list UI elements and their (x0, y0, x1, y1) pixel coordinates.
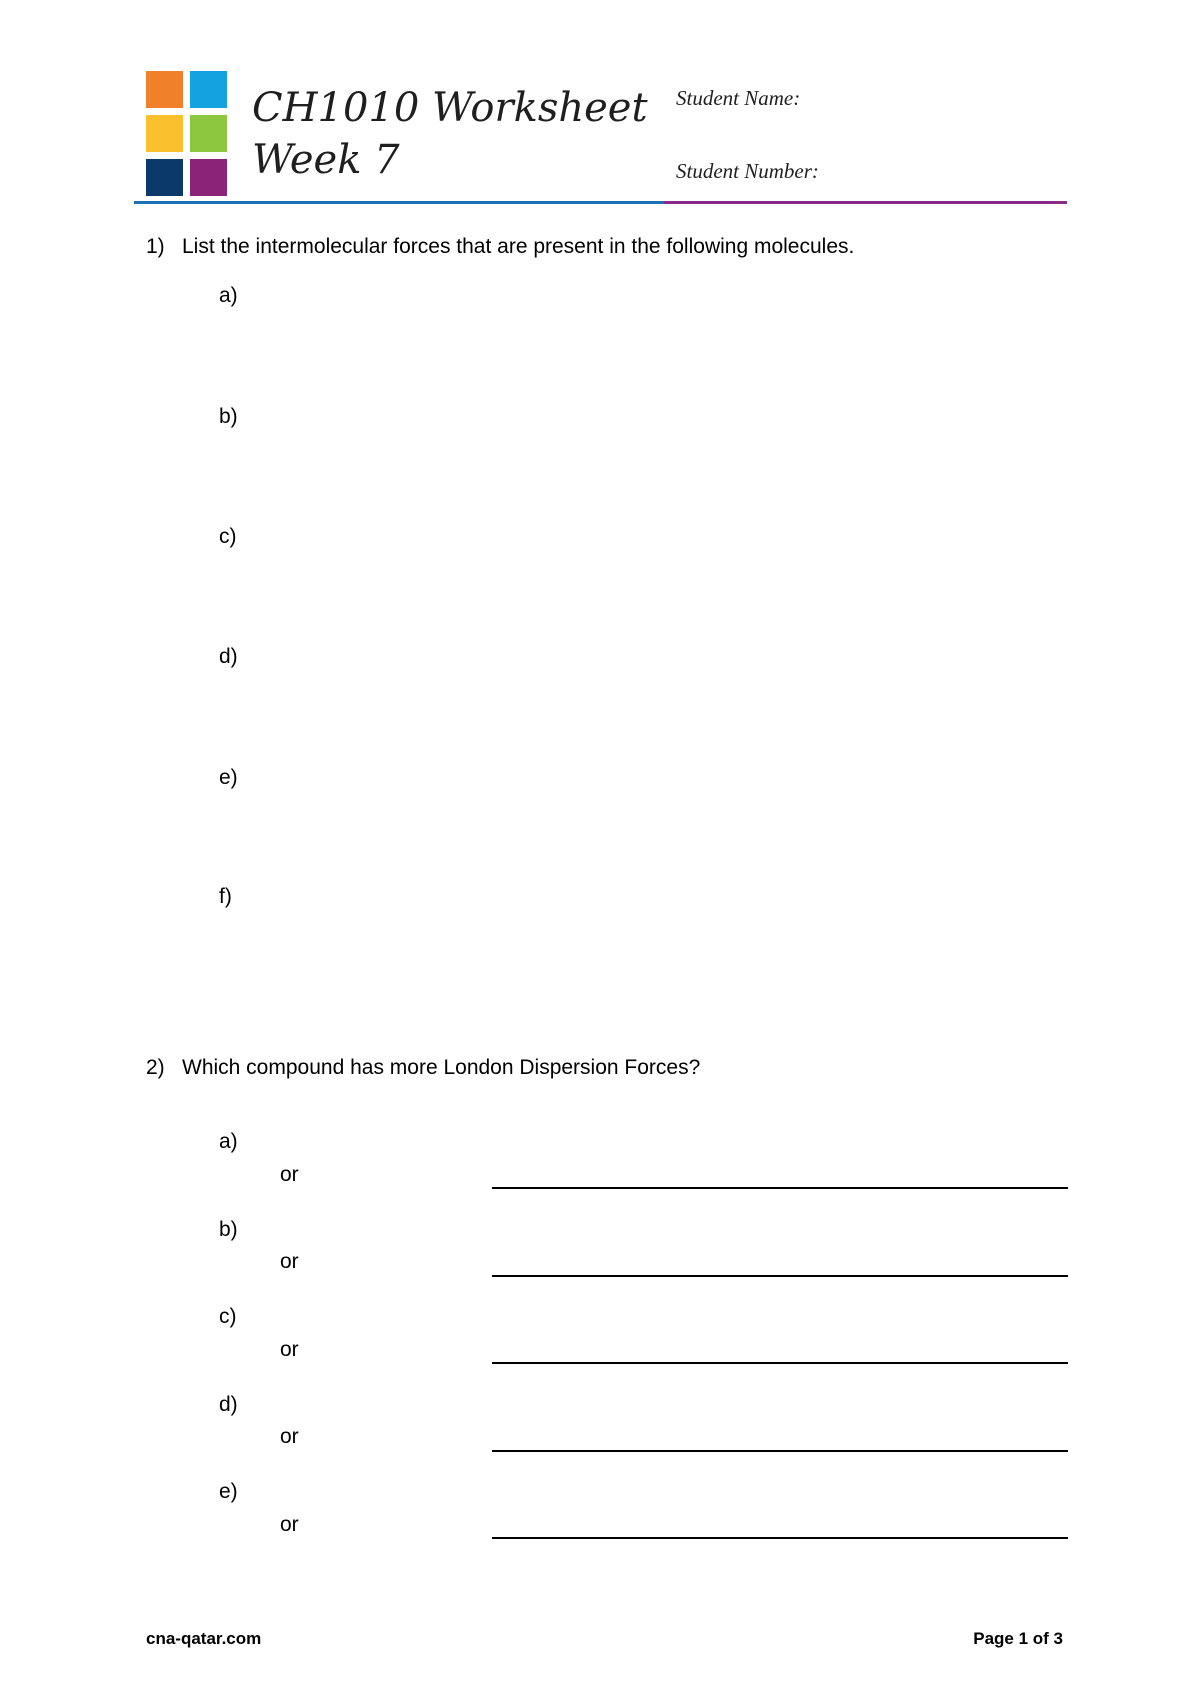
question-2 (146, 1056, 700, 1080)
q2-item-c-or: or (280, 1338, 299, 1361)
worksheet-title (252, 82, 648, 186)
q2-answer-line-c[interactable] (492, 1362, 1068, 1364)
q2-item-d: d) (219, 1393, 238, 1416)
q1-item-a: a) (219, 284, 238, 307)
student-name-label: Student Name: (676, 86, 801, 110)
q2-answer-line-b[interactable] (492, 1275, 1068, 1277)
question-2-number: 2) (146, 1056, 165, 1079)
question-1-text: List the intermolecular forces that are present in the following molecules. (182, 235, 855, 258)
title-line-2: Week 7 (252, 137, 400, 183)
title-line-1: CH1010 Worksheet (252, 85, 648, 131)
footer-page-number: Page 1 of 3 (973, 1629, 1063, 1648)
question-1 (146, 235, 854, 259)
q2-item-b-or: or (280, 1250, 299, 1273)
q2-answer-line-a[interactable] (492, 1187, 1068, 1189)
logo-square-green (190, 115, 227, 152)
q1-item-b: b) (219, 405, 238, 428)
college-logo (146, 71, 229, 198)
q1-item-c: c) (219, 525, 237, 548)
q2-item-d-or: or (280, 1425, 299, 1448)
q2-item-e: e) (219, 1480, 238, 1503)
footer-website: cna-qatar.com (146, 1629, 262, 1648)
logo-square-navy (146, 159, 183, 196)
question-2-text: Which compound has more London Dispersion Forces? (182, 1056, 701, 1079)
q2-item-a-or: or (280, 1163, 299, 1186)
logo-square-orange (146, 71, 183, 108)
q2-answer-line-e[interactable] (492, 1537, 1068, 1539)
header-rule-purple (664, 201, 1067, 204)
q2-item-c: c) (219, 1305, 237, 1328)
logo-square-blue (190, 71, 227, 108)
q1-item-e: e) (219, 766, 238, 789)
q2-item-a: a) (219, 1130, 238, 1153)
q1-item-d: d) (219, 645, 238, 668)
question-1-number: 1) (146, 235, 165, 258)
q2-answer-line-d[interactable] (492, 1450, 1068, 1452)
q1-item-f: f) (219, 885, 232, 908)
header-rule-blue (134, 201, 664, 204)
logo-square-purple (190, 159, 227, 196)
student-number-label: Student Number: (676, 159, 819, 183)
q2-item-b: b) (219, 1218, 238, 1241)
q2-item-e-or: or (280, 1513, 299, 1536)
logo-square-yellow (146, 115, 183, 152)
